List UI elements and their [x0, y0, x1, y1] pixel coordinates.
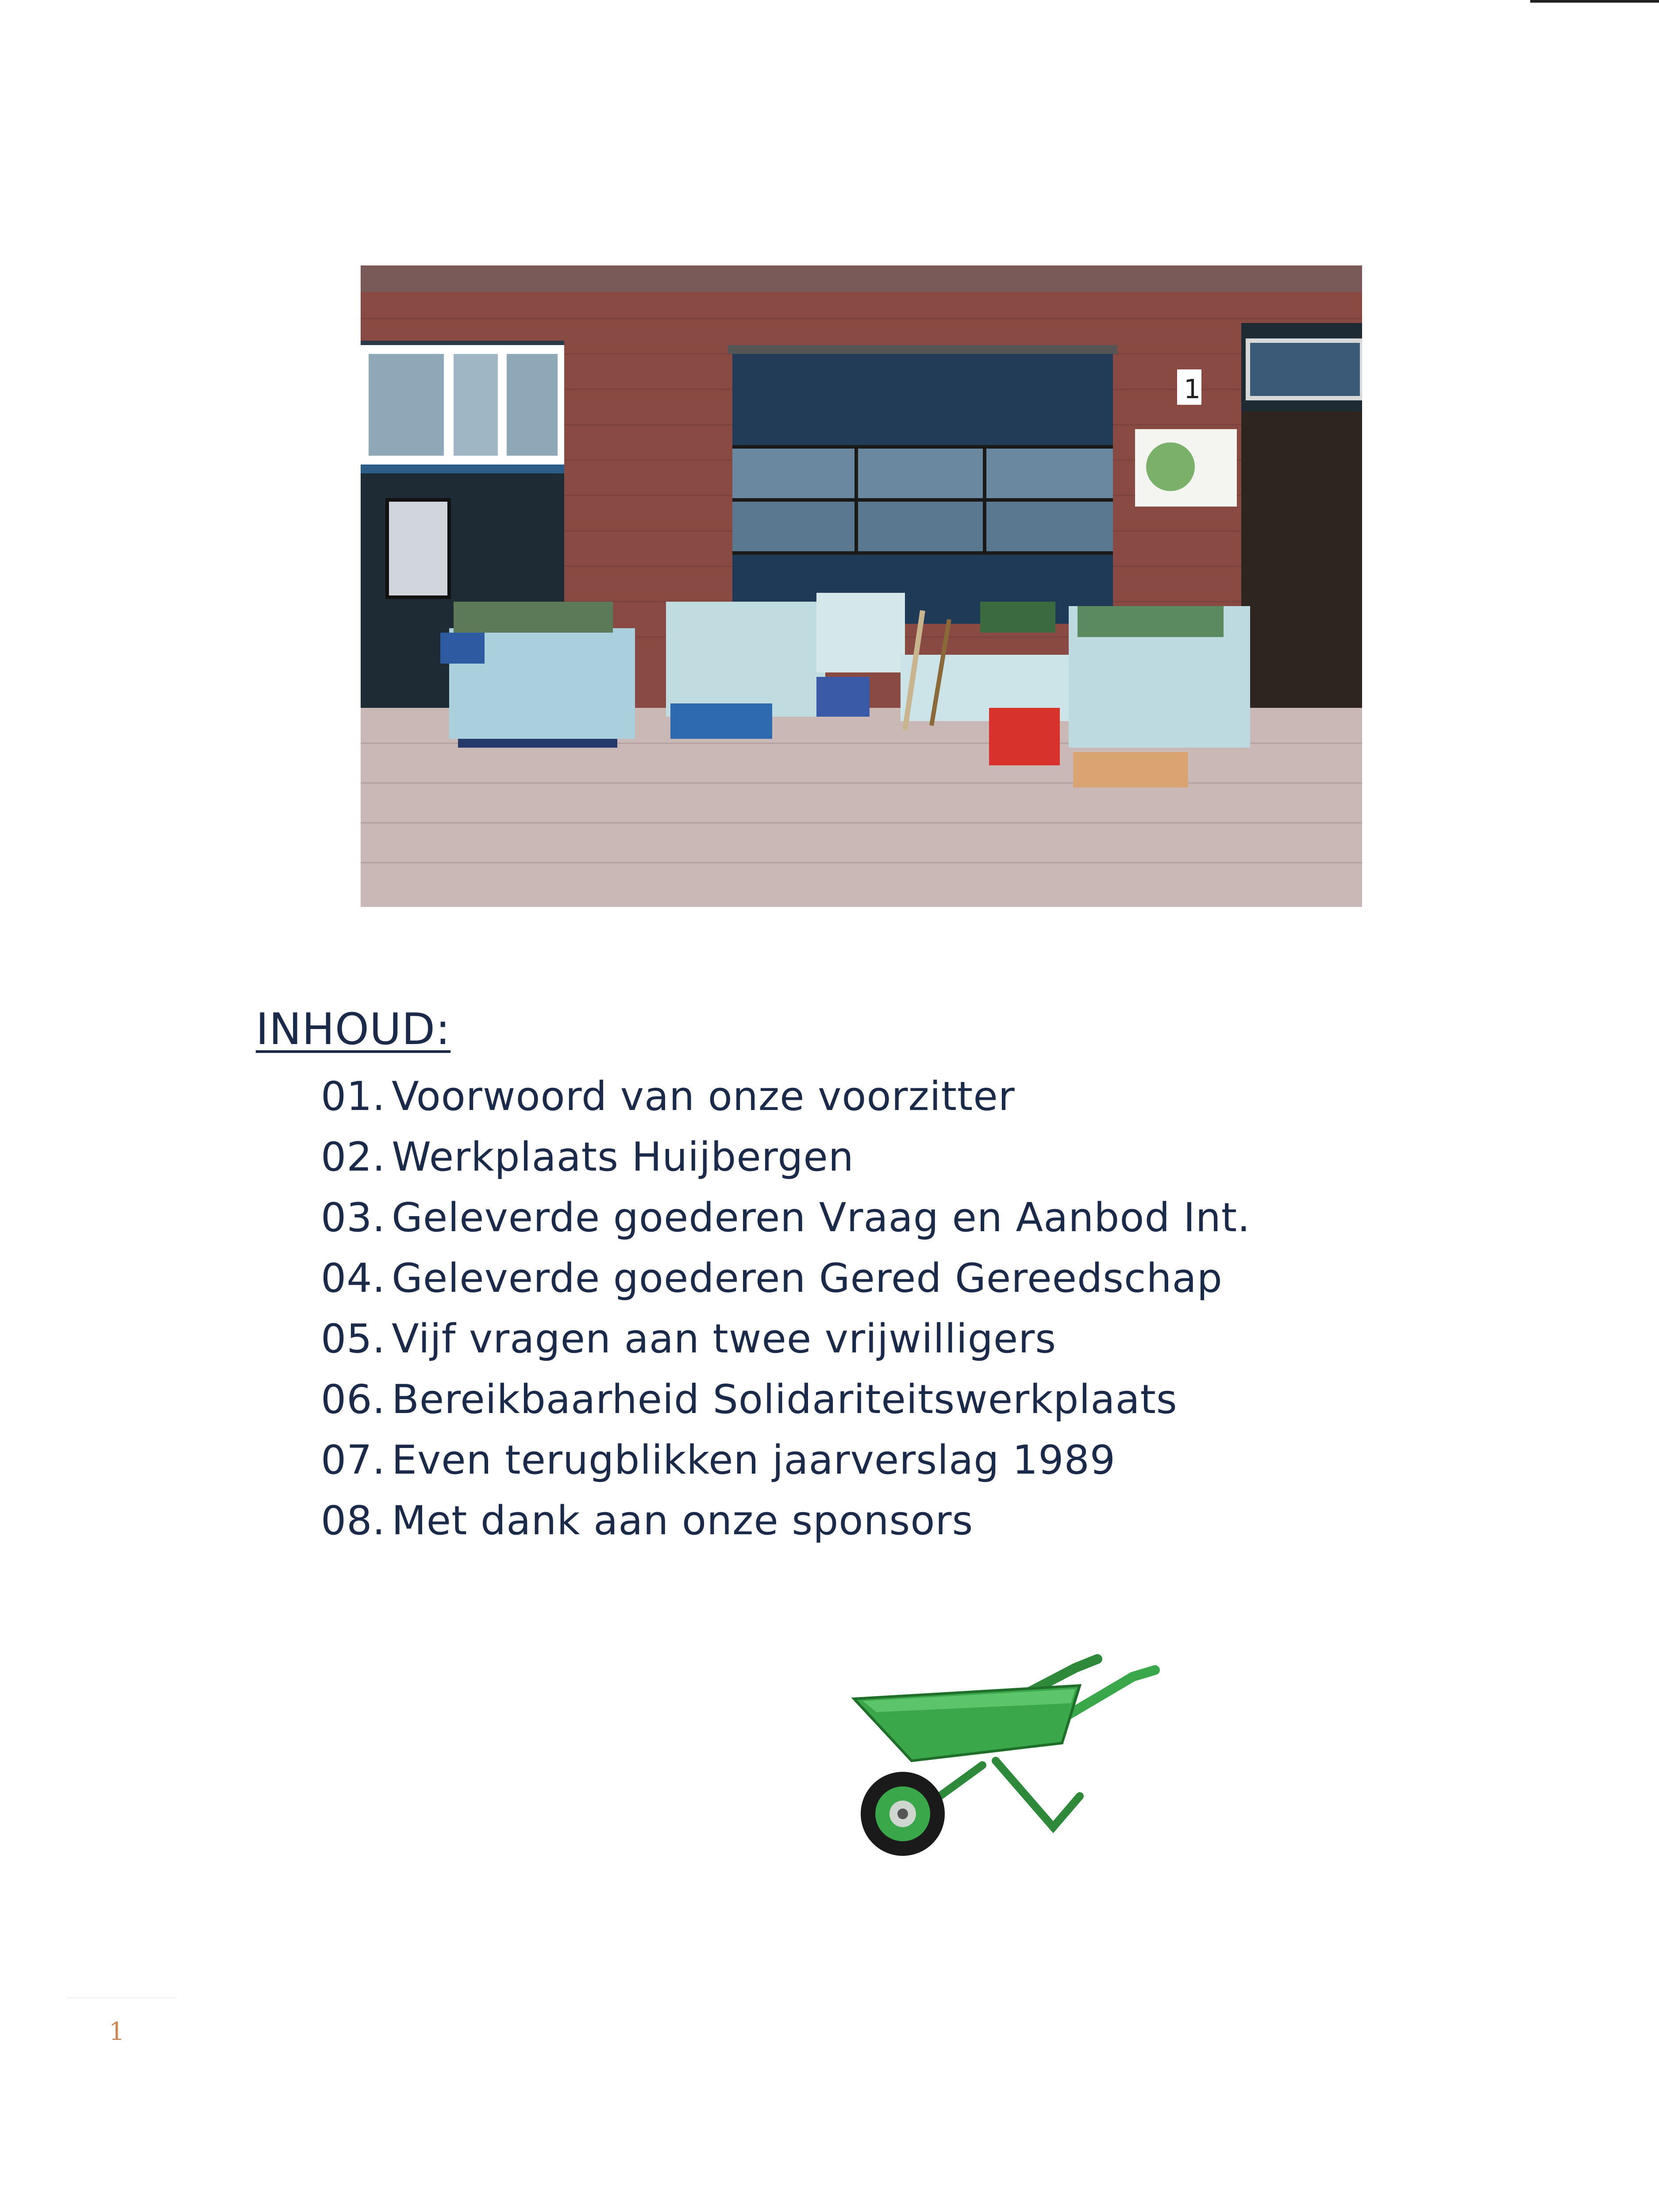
toc-item — [321, 1066, 1251, 1127]
toc-item-number: 02. — [321, 1134, 386, 1180]
toc-item — [321, 1430, 1251, 1490]
toc-item-label: Bereikbaarheid Solidariteitswerkplaats — [392, 1376, 1178, 1423]
workshop-photo — [361, 265, 1362, 907]
toc-item-number: 01. — [321, 1073, 386, 1120]
toc-item-label: Geleverde goederen Vraag en Aanbod Int. — [392, 1194, 1251, 1241]
toc-item — [321, 1187, 1251, 1248]
svg-text:1: 1 — [1184, 374, 1201, 405]
toc-item — [321, 1127, 1251, 1187]
toc-item — [321, 1248, 1251, 1309]
toc-item — [321, 1369, 1251, 1430]
toc-item-label: Werkplaats Huijbergen — [392, 1134, 854, 1180]
toc-item-number: 04. — [321, 1255, 386, 1302]
toc-item-number: 08. — [321, 1498, 386, 1544]
toc-list — [321, 1066, 1251, 1551]
toc-item — [321, 1309, 1251, 1369]
toc-item-label: Voorwoord van onze voorzitter — [392, 1073, 1015, 1120]
wheelbarrow-icon — [850, 1650, 1204, 1871]
toc-item-number: 03. — [321, 1194, 386, 1241]
toc-item-number: 06. — [321, 1376, 386, 1423]
page-rule — [66, 1997, 177, 1998]
toc-item-label: Met dank aan onze sponsors — [392, 1498, 974, 1544]
toc-item-label: Geleverde goederen Gered Gereedschap — [392, 1255, 1223, 1302]
toc-item-label: Vijf vragen aan twee vrijwilligers — [392, 1316, 1057, 1362]
top-rule — [1530, 0, 1659, 3]
toc-item-number: 07. — [321, 1437, 386, 1483]
page-number: 1 — [109, 2017, 125, 2046]
toc-item-number: 05. — [321, 1316, 386, 1362]
toc-item — [321, 1490, 1251, 1551]
toc-item-label: Even terugblikken jaarverslag 1989 — [392, 1437, 1116, 1483]
toc-heading: INHOUD: — [256, 1004, 451, 1055]
